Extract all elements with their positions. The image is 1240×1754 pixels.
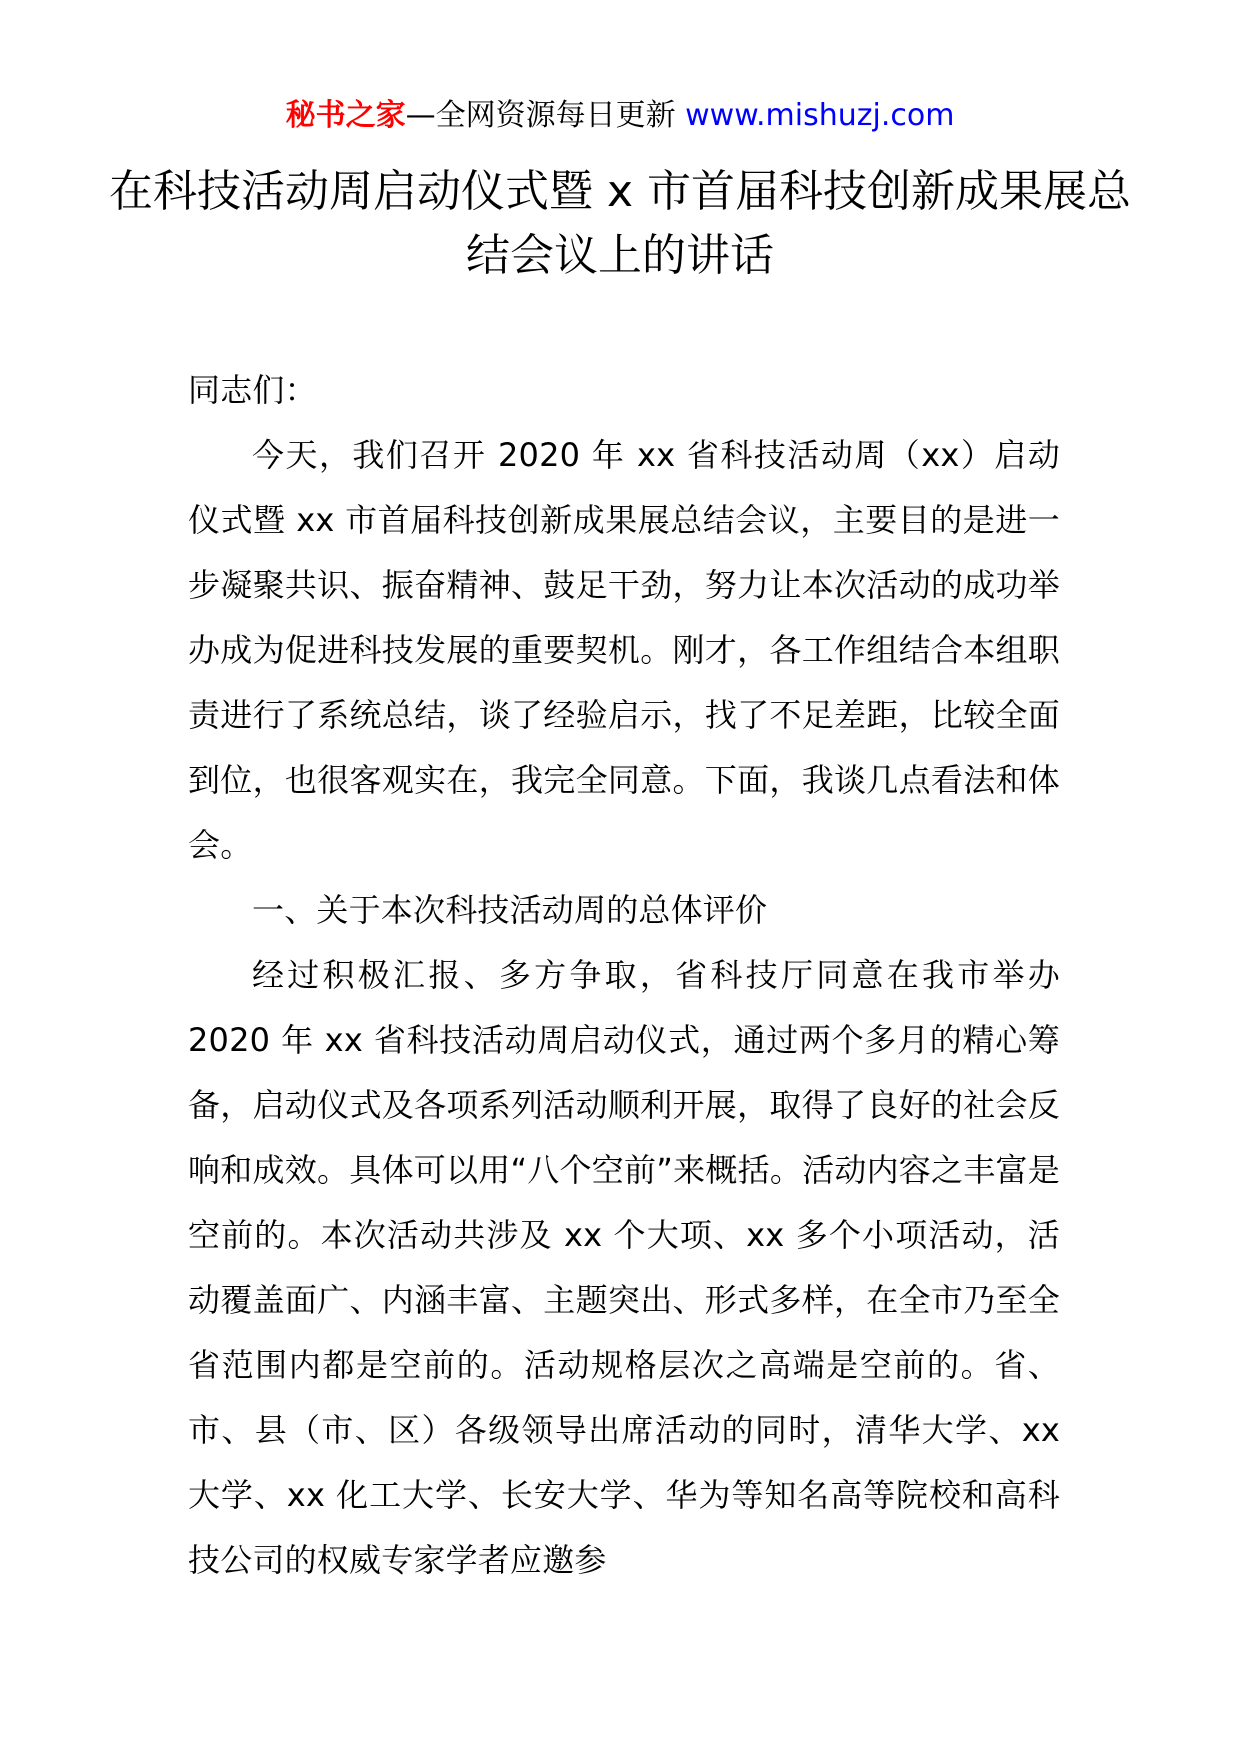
paragraph-evaluation: 经过积极汇报、多方争取，省科技厅同意在我市举办 2020 年 xx 省科技活动周启动仪式，通过两个多月的精心筹备，启动仪式及各项系列活动顺利开展，取得了良好的社会反响和成效。具体可以用“八个空前”来概括。活动内容之丰富是空前的。本次活动共涉及 xx 个大项、xx 多个小项活动，活动覆盖面广、内涵丰富、主题突出、形式多样，在全市乃至全省范围内都是空前的。活动规格层次之高端是空前的。省、市、县（市、区）各级领导出席活动的同时，清华大学、xx 大学、xx 化工大学、长安大学、华为等知名高等院校和高科技公司的权威专家学者应邀参 [188,956,1060,1579]
paragraph-intro: 今天，我们召开 2020 年 xx 省科技活动周（xx）启动仪式暨 xx 市首届科技创新成果展总结会议，主要目的是进一步凝聚共识、振奋精神、鼓足干劲，努力让本次活动的成功举办成为促进科技发展的重要契机。刚才，各工作组结合本组职责进行了系统总结，谈了经验启示，找了不足差距，比较全面到位，也很客观实在，我完全同意。下面，我谈几点看法和体会。 [188,436,1060,864]
brand-name: 秘书之家 [285,98,406,133]
site-url-link[interactable]: www.mishuzj.com [685,98,955,133]
salutation: 同志们： [188,371,317,409]
header-tagline: —全网资源每日更新 [405,98,676,133]
document-title: 在科技活动周启动仪式暨 x 市首届科技创新成果展总结会议上的讲话 [108,166,1131,281]
document-body [188,358,1060,1593]
section-heading: 一、关于本次科技活动周的总体评价 [252,891,768,929]
site-header [0,96,1240,136]
